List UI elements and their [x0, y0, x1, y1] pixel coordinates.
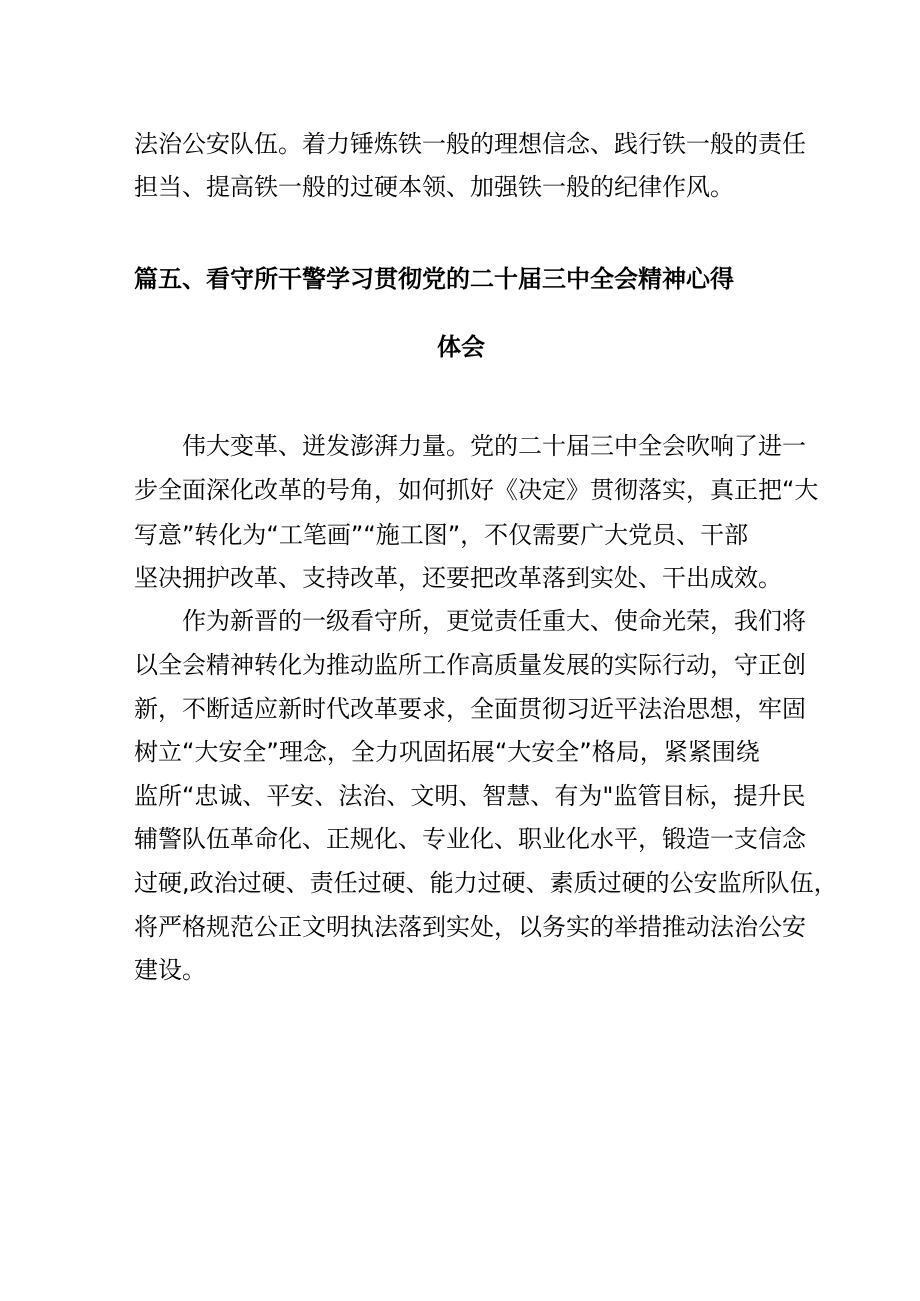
section-heading-continuation: 体会	[437, 333, 485, 361]
body-text-line: 将严格规范公正文明执法落到实处，以务实的举措推动法治公安	[134, 913, 806, 941]
body-text-line: 写意”转化为“工笔画”“施工图”，不仅需要广大党员、干部	[134, 521, 749, 549]
body-text-line: 新，不断适应新时代改革要求，全面贯彻习近平法治思想，牢固	[134, 695, 806, 723]
body-text-line: 监所“忠诚、平安、法治、文明、智慧、有为"监管目标，提升民	[134, 782, 806, 810]
body-text-line: 步全面深化改革的号角，如何抓好《决定》贯彻落实，真正把“大	[134, 476, 819, 504]
paragraph-first-line: 伟大变革、迸发澎湃力量。党的二十届三中全会吹响了进一	[182, 432, 806, 460]
body-text-line: 法治公安队伍。着力锤炼铁一般的理想信念、践行铁一般的责任	[134, 130, 806, 158]
body-text-line: 过硬,政治过硬、责任过硬、能力过硬、素质过硬的公安监所队伍，	[134, 869, 838, 897]
body-text-line: 担当、提高铁一般的过硬本领、加强铁一般的纪律作风。	[134, 173, 734, 201]
section-heading: 篇五、看守所干警学习贯彻党的二十届三中全会精神心得	[134, 265, 734, 293]
body-text-line: 树立“大安全”理念，全力巩固拓展“大安全”格局，紧紧围绕	[134, 738, 760, 766]
body-text-line: 建设。	[134, 956, 206, 984]
body-text-line: 辅警队伍革命化、正规化、专业化、职业化水平，锻造一支信念	[134, 825, 806, 853]
body-text-line: 坚决拥护改革、支持改革，还要把改革落到实处、干出成效。	[134, 564, 782, 592]
body-text-line: 以全会精神转化为推动监所工作高质量发展的实际行动，守正创	[134, 651, 806, 679]
paragraph-first-line: 作为新晋的一级看守所，更觉责任重大、使命光荣，我们将	[182, 607, 806, 635]
